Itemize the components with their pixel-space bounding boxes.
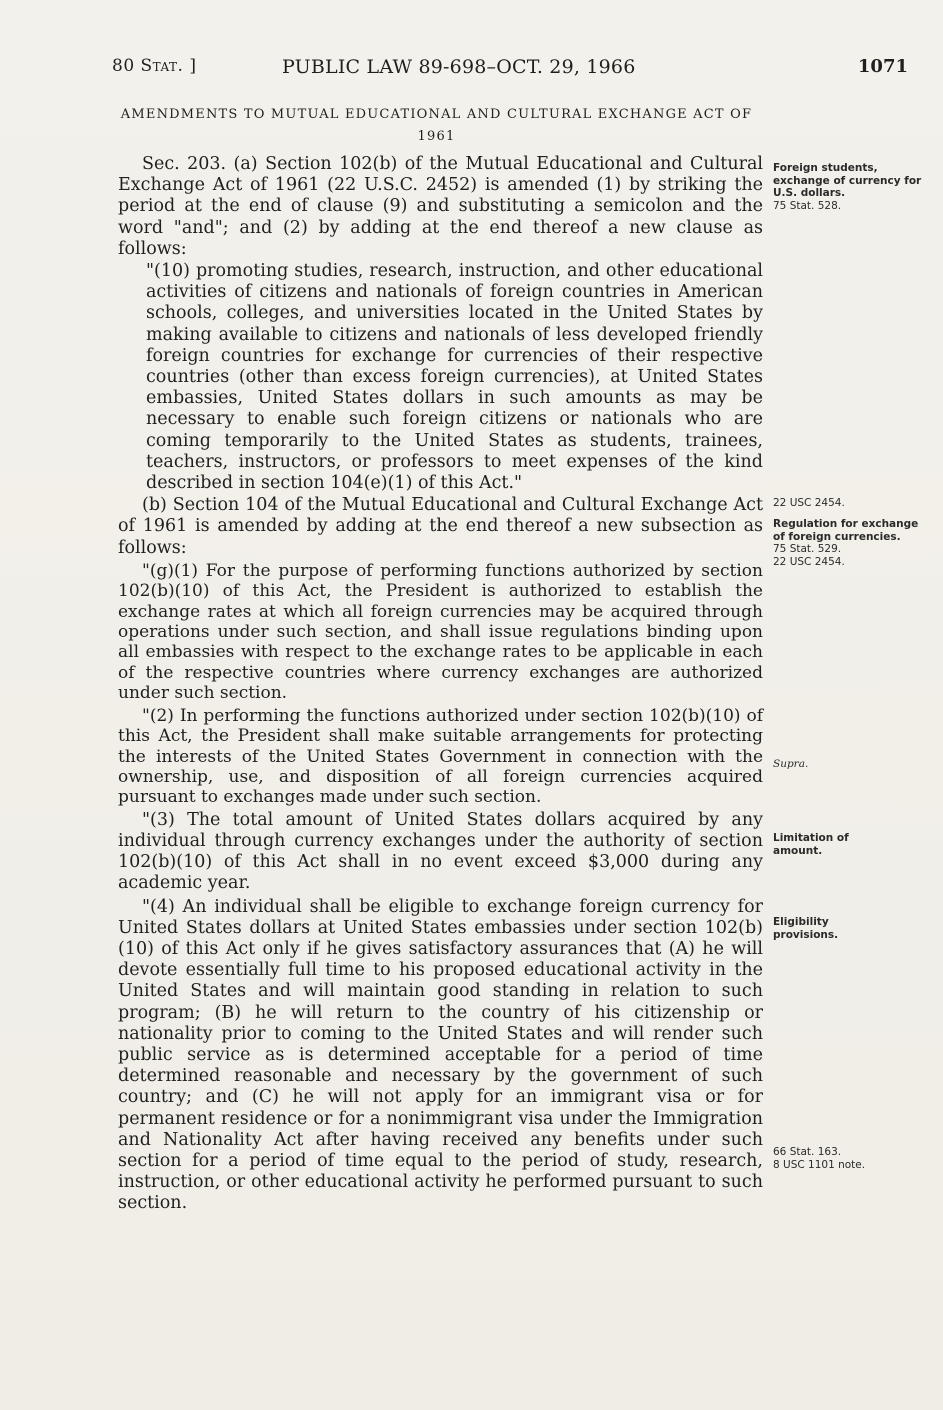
margin-citation: 22 USC 2454. bbox=[773, 555, 845, 568]
margin-note-text: Limitation of amount. bbox=[773, 832, 849, 857]
margin-note-eligibility bbox=[773, 916, 873, 941]
margin-note-text: Supra. bbox=[773, 758, 809, 770]
paragraph-g2: "(2) In performing the functions authorized under section 102(b)(10) of this Act, the President shall make suitable arrangements for protecting the interests of the United States Government in connection with the ownership, use, and disposition of all foreign currencies acquired pursuant to exchanges made under such section. bbox=[118, 705, 763, 808]
margin-citation: 66 Stat. 163. bbox=[773, 1146, 842, 1158]
margin-citation: 8 USC 1101 note. bbox=[773, 1158, 866, 1171]
margin-note-immigration-cites bbox=[773, 1146, 923, 1171]
paragraph-clause-10 bbox=[118, 261, 763, 494]
margin-note-foreign-students bbox=[773, 162, 923, 212]
margin-note-supra bbox=[773, 758, 923, 771]
page-header bbox=[112, 56, 912, 84]
margin-citation: 22 USC 2454. bbox=[773, 497, 845, 509]
paragraph-g4: "(4) An individual shall be eligible to exchange foreign currency for United States dollars at United States embassies under section 102(b)(10) of this Act only if he gives satisfactory assurances that (A) he will devote essentially full time to his proposed educational activity in the United States and will maintain good standing in relation to such program; (B) he will return to the country of his citizenship or nationality prior to coming to the United States and will render such public service as is determined acceptable for a period of time determined reasonable and necessary by the government of such country; and (C) he will not apply for an immigrant visa or for permanent residence or for a nonimmigrant visa under the Immigration and Nationality Act after having received any benefits under such section for a period of time equal to the period of study, research, instruction, or other educational activity he performed pursuant to such section. bbox=[118, 896, 763, 1214]
page-number: 1071 bbox=[857, 56, 908, 77]
clause-10-text: "(10) promoting studies, research, instruction, and other educational activities of citizens and nationals of foreign countries in American schools, colleges, and universities located in the United States by making available to citizens and nationals of less developed friendly foreign countries for exchange for currencies of their respective countries (other than excess foreign currencies), at United States embassies, United States dollars in such amounts as may be necessary to enable such foreign citizens or nationals who are coming temporarily to the United States as students, trainees, teachers, instructors, or professors to meet expenses of the kind described in section 104(e)(1) of this Act." bbox=[146, 261, 763, 494]
margin-citation: 75 Stat. 528. bbox=[773, 199, 842, 212]
margin-note-text: Eligibility provisions. bbox=[773, 916, 839, 941]
paragraph-g3: "(3) The total amount of United States dollars acquired by any individual through currency exchanges under the authority of section 102(b)(10) of this Act shall in no event exceed $3,000 during any academic year. bbox=[118, 809, 763, 894]
section-title: AMENDMENTS TO MUTUAL EDUCATIONAL AND CULTURAL EXCHANGE ACT OF 1961 bbox=[120, 107, 753, 144]
paragraph-g1: "(g)(1) For the purpose of performing functions authorized by section 102(b)(10) of this Act, the President is authorized to establish the exchange rates at which all foreign currencies may be acquired through operations under such section, and shall issue regulations binding upon all embassies with respect to the exchange rates to be applicable in each of the respective countries where currency exchanges are authorized under such section. bbox=[118, 560, 763, 704]
statute-volume: 80 Stat. ] bbox=[112, 56, 197, 76]
margin-note-text: Foreign students, exchange of currency for U.S. dollars. bbox=[773, 162, 922, 199]
document-body bbox=[118, 154, 763, 1215]
margin-note-22usc2454 bbox=[773, 497, 923, 510]
margin-note-regulation bbox=[773, 518, 923, 568]
paragraph-sec-203b: (b) Section 104 of the Mutual Educational and Cultural Exchange Act of 1961 is amended by adding at the end thereof a new subsection as follows: bbox=[118, 495, 763, 558]
law-title: PUBLIC LAW 89-698–OCT. 29, 1966 bbox=[282, 56, 636, 78]
margin-note-text: Regulation for exchange of foreign currencies. bbox=[773, 518, 919, 543]
margin-citation: 75 Stat. 529. bbox=[773, 543, 842, 555]
margin-note-limitation bbox=[773, 832, 893, 857]
paragraph-sec-203a: Sec. 203. (a) Section 102(b) of the Mutual Educational and Cultural Exchange Act of 1961 (22 U.S.C. 2452) is amended (1) by striking the period at the end of clause (9) and substituting a semicolon and the word "and"; and (2) by adding at the end thereof a new clause as follows: bbox=[118, 154, 763, 259]
